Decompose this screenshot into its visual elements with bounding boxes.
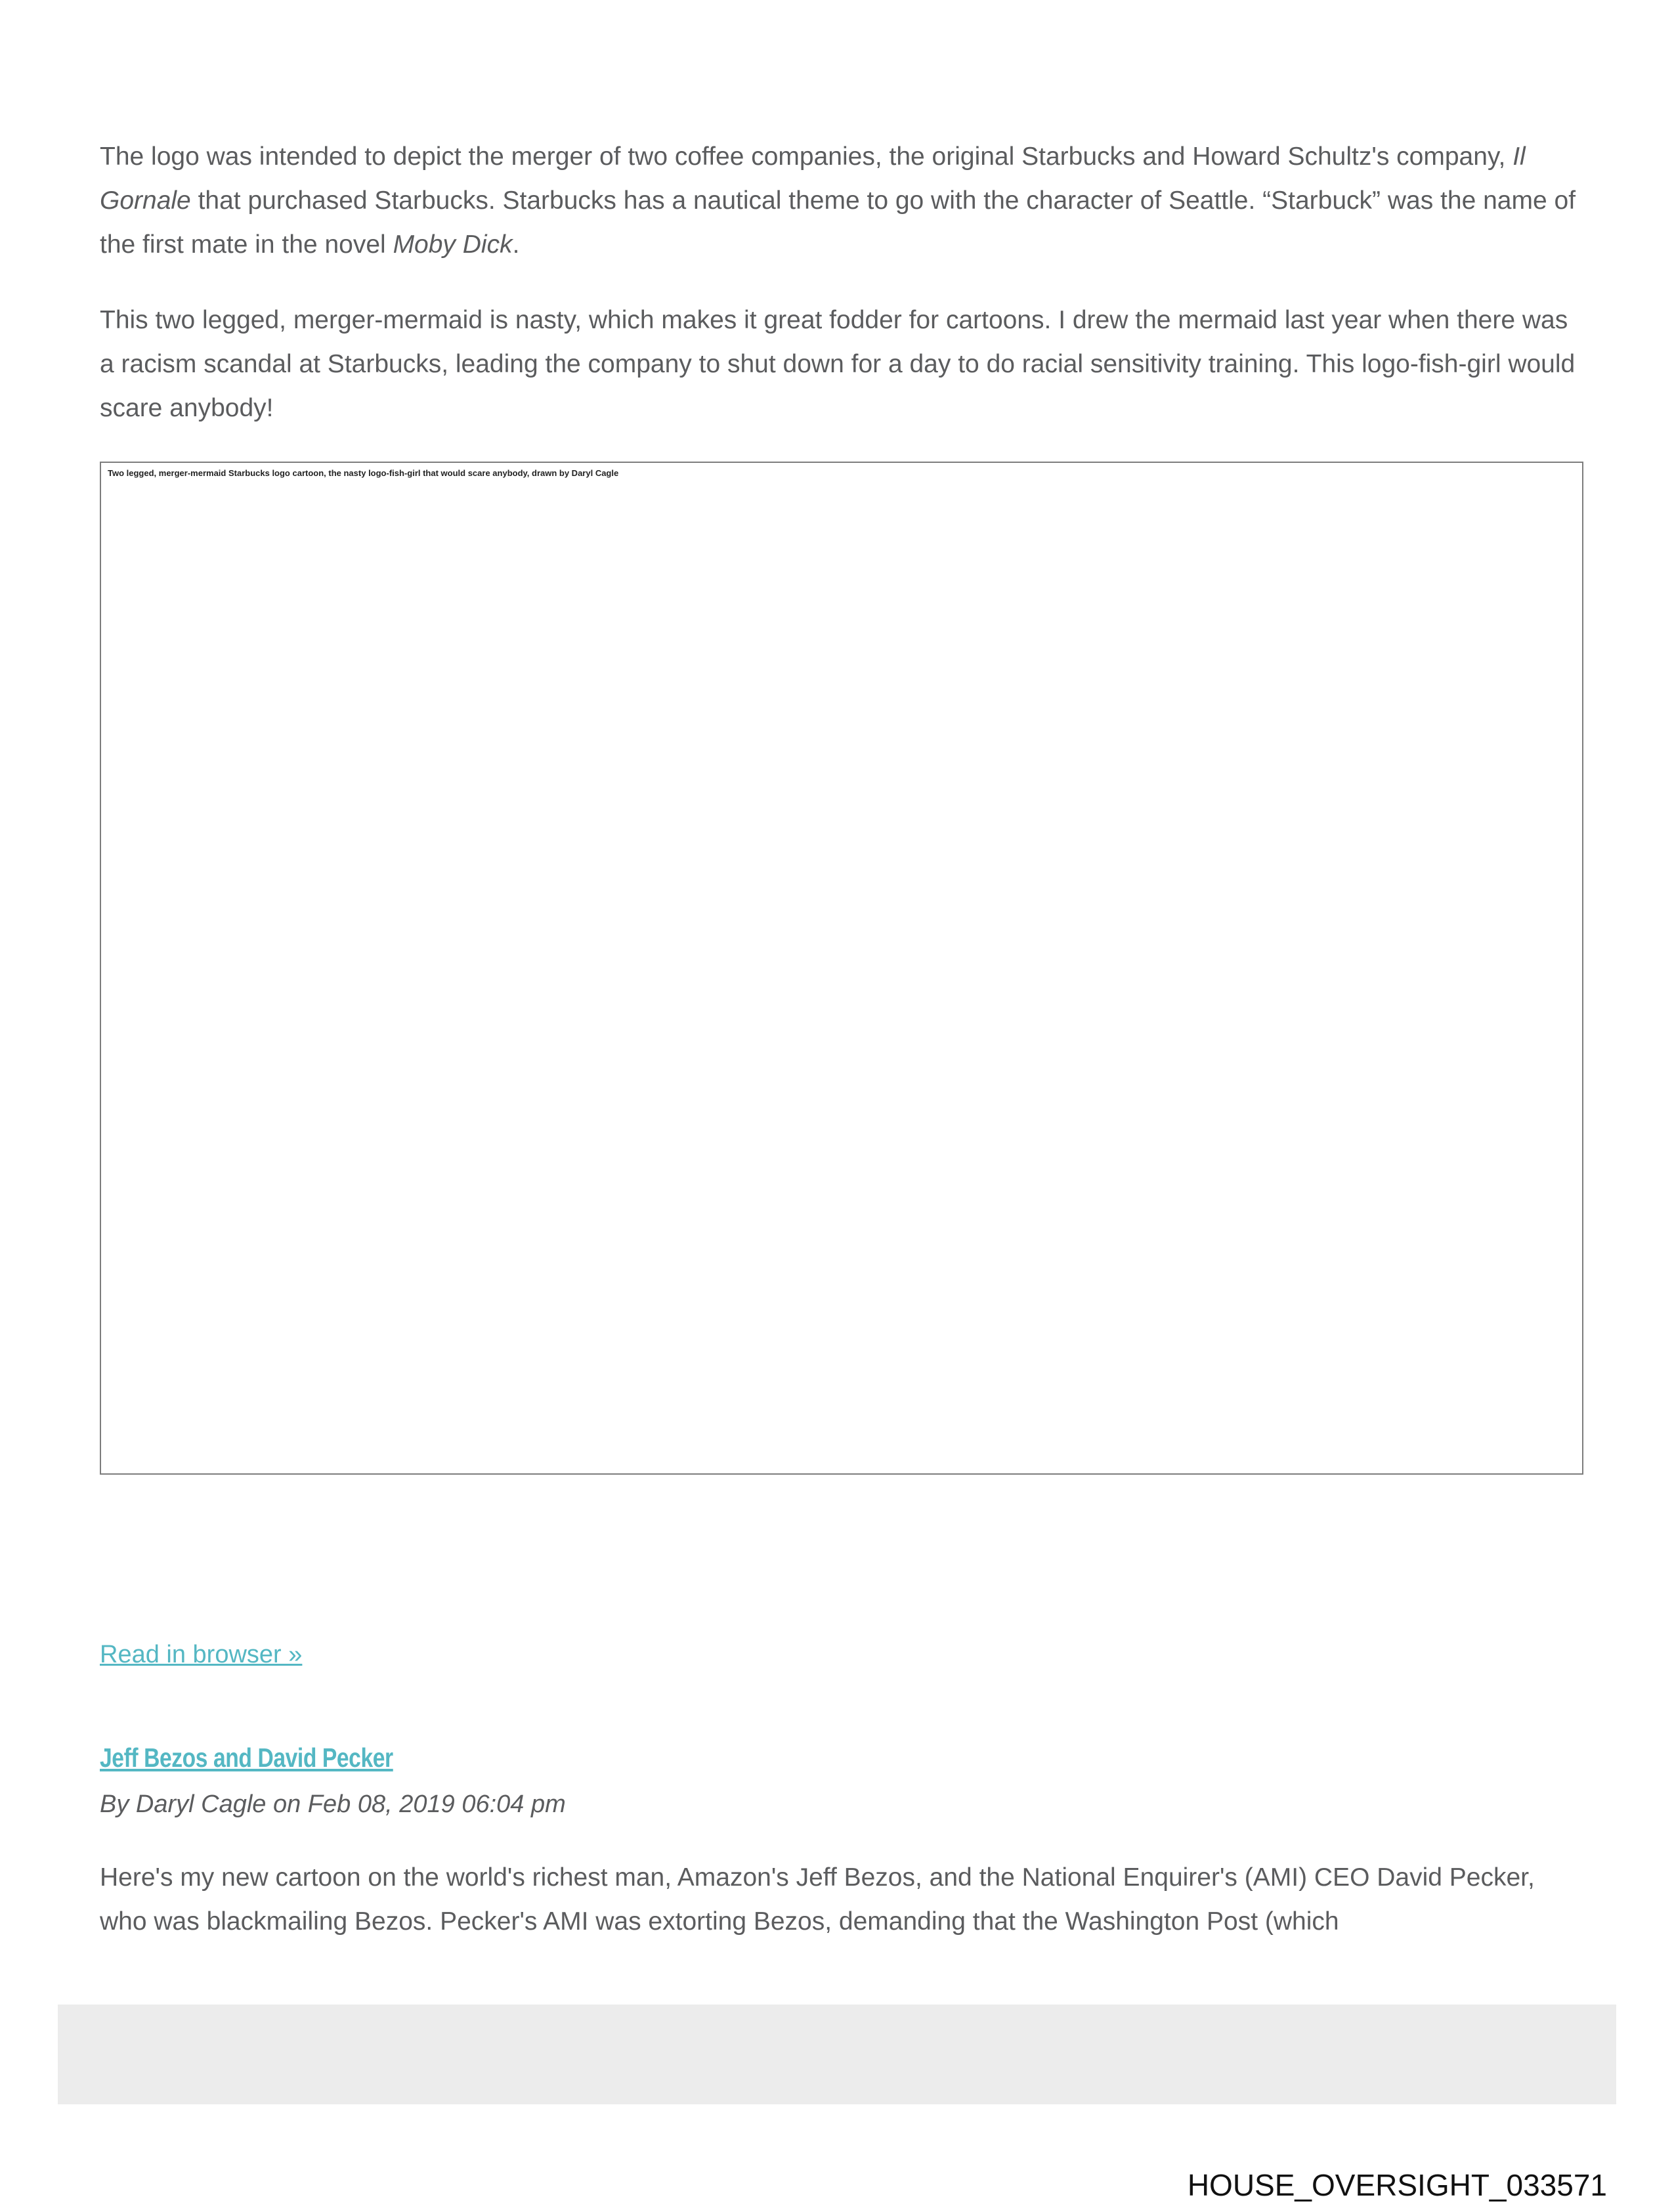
- image-alt-text: Two legged, merger-mermaid Starbucks logo cartoon, the nasty logo-fish-girl that would scare anybody, drawn by Daryl Cagle: [108, 468, 619, 478]
- italic-il-gornale: Il Gornale: [100, 142, 1526, 215]
- email-content: [100, 0, 1583, 1943]
- separator-bar: [58, 2005, 1616, 2104]
- byline: By Daryl Cagle on Feb 08, 2019 06:04 pm: [100, 1790, 566, 1818]
- paragraph-bezos: Here's my new cartoon on the world's richest man, Amazon's Jeff Bezos, and the National Enquirer's (AMI) CEO David Pecker, who was blackmailing Bezos. Pecker's AMI was extorting Bezos, demanding that the Washington Post (which: [100, 1863, 1535, 1936]
- paragraph-text: The logo was intended to depict the merger of two coffee companies, the original Starbucks and Howard Schultz's company,: [100, 142, 1513, 171]
- paragraph-text: that purchased Starbucks. Starbucks has a nautical theme to go with the character of Seattle. “Starbuck” was the name of the first mate in the novel: [100, 186, 1576, 259]
- read-in-browser-link[interactable]: Read in browser »: [100, 1641, 303, 1668]
- paragraph-text: .: [512, 230, 520, 259]
- post-title-link[interactable]: Jeff Bezos and David Pecker: [100, 1743, 393, 1773]
- italic-moby-dick: Moby Dick: [393, 230, 513, 259]
- read-in-browser-line: [100, 1640, 1583, 1669]
- cartoon-image-placeholder: [100, 462, 1583, 1475]
- post-title: [100, 1743, 1583, 1773]
- paragraph-logo-merger: [100, 135, 1583, 267]
- paragraph-mermaid: This two legged, merger-mermaid is nasty, which makes it great fodder for cartoons. I drew the mermaid last year when there was a racism scandal at Starbucks, leading the company to shut down for a day to do racial sensitivity training. This logo-fish-girl would scare anybody!: [100, 306, 1576, 422]
- bates-number: HOUSE_OVERSIGHT_033571: [1187, 2168, 1607, 2202]
